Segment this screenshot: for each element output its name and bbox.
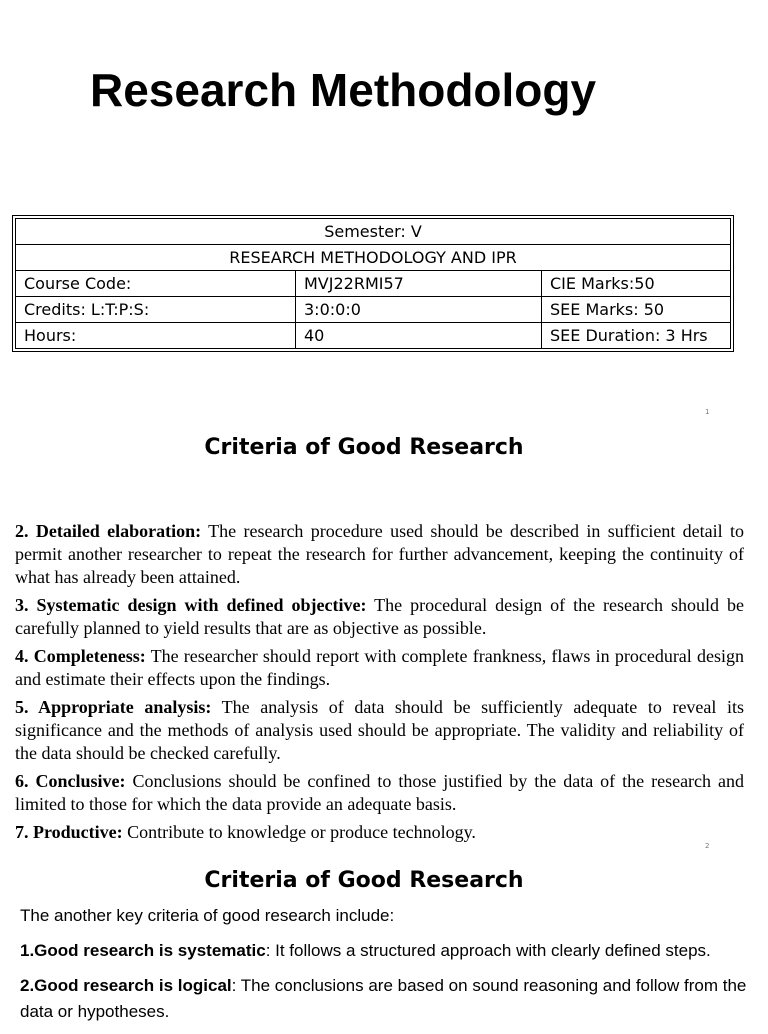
table-cell: Hours: (16, 323, 296, 349)
table-row (16, 297, 731, 323)
item-label: 1.Good research is systematic (20, 941, 266, 960)
table-cell: CIE Marks:50 (542, 271, 731, 297)
table-cell: Credits: L:T:P:S: (16, 297, 296, 323)
table-row (16, 271, 731, 297)
page-title: Research Methodology (90, 64, 597, 116)
intro-text: The another key criteria of good research include: (20, 906, 395, 925)
table-row (16, 219, 731, 245)
page-number: 1 (705, 408, 710, 416)
list-item (15, 696, 744, 765)
course-info-table (12, 215, 734, 352)
item-label: 2. Detailed elaboration: (15, 521, 202, 541)
item-text: Conclusions should be confined to those justified by the data of the research and limited to those for which the data provide an adequate basis. (15, 771, 745, 814)
section-heading: Criteria of Good Research (204, 435, 524, 460)
table-cell: 40 (296, 323, 542, 349)
item-text: The researcher should report with complete frankness, flaws in procedural design and estimate their effects upon the findings. (15, 646, 745, 689)
criteria-list (15, 520, 744, 849)
table-cell: Course Code: (16, 271, 296, 297)
list-item (15, 770, 744, 816)
item-text: Contribute to knowledge or produce technology. (122, 822, 476, 842)
table-row (16, 245, 731, 271)
item-label: 6. Conclusive: (15, 771, 126, 791)
item-text: : It follows a structured approach with clearly defined steps. (265, 941, 711, 960)
item-text: : The conclusions are based on sound reasoning and follow from the data or hypotheses. (20, 976, 747, 1021)
list-item (20, 938, 760, 964)
section-heading: Criteria of Good Research (204, 868, 524, 893)
item-text: The analysis of data should be sufficiently adequate to reveal its significance and the methods of analysis used should be appropriate. The validity and reliability of the data should be checked carefully. (15, 697, 744, 763)
course-name-cell: RESEARCH METHODOLOGY AND IPR (16, 245, 731, 271)
list-item (15, 821, 744, 844)
table-cell: SEE Duration: 3 Hrs (542, 323, 731, 349)
table-cell: 3:0:0:0 (296, 297, 542, 323)
table-cell: MVJ22RMI57 (296, 271, 542, 297)
item-text: The research procedure used should be described in sufficient detail to permit another researcher to repeat the research for further advancement, keeping the continuity of what has already been attained. (15, 521, 745, 587)
item-label: 2.Good research is logical (20, 976, 232, 995)
list-item (20, 973, 760, 1025)
list-item (15, 594, 744, 640)
item-label: 4. Completeness: (15, 646, 146, 666)
item-text: The procedural design of the research should be carefully planned to yield results that are as objective as possible. (15, 595, 745, 638)
item-label: 7. Productive: (15, 822, 123, 842)
list-item (15, 520, 744, 589)
list-item (15, 645, 744, 691)
item-label: 3. Systematic design with defined objective: (15, 595, 367, 615)
semester-cell: Semester: V (16, 219, 731, 245)
page-number: 2 (705, 842, 710, 850)
table-row (16, 323, 731, 349)
table-cell: SEE Marks: 50 (542, 297, 731, 323)
item-label: 5. Appropriate analysis: (15, 697, 212, 717)
criteria-list-2 (20, 903, 760, 1034)
